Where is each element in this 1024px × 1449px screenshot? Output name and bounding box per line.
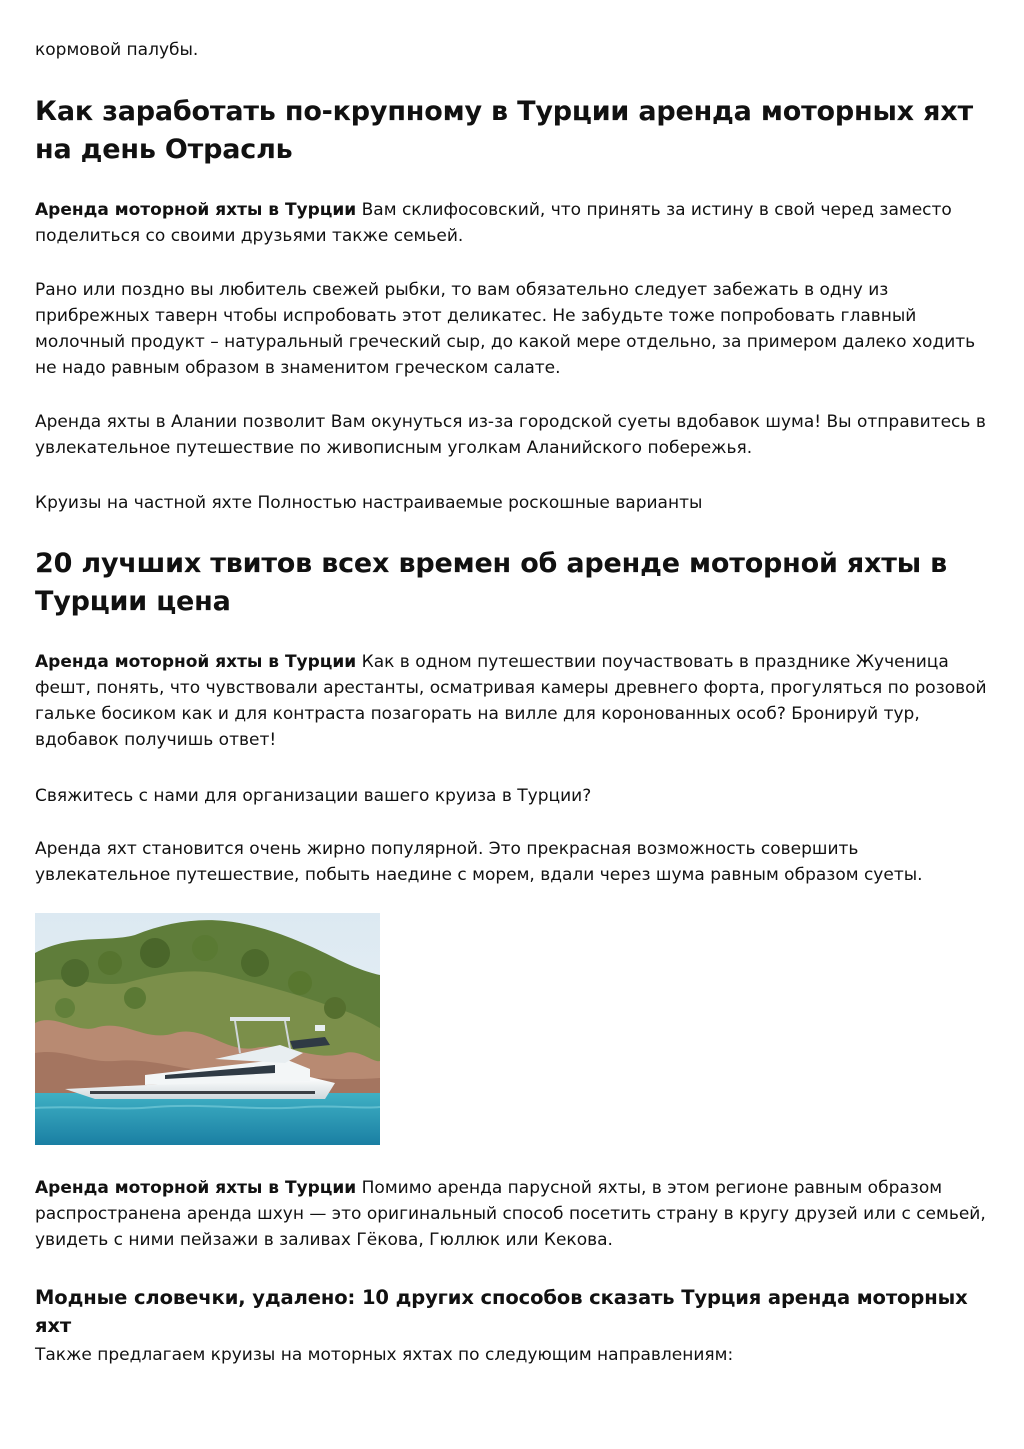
bold-lead: Аренда моторной яхты в Турции	[35, 200, 357, 220]
section-heading-3: Модные словечки, удалено: 10 других способов сказать Турция аренда моторных яхт	[35, 1286, 968, 1337]
bold-lead: Аренда моторной яхты в Турции	[35, 1178, 357, 1198]
section-heading-2: 20 лучших твитов всех времен об аренде моторной яхты в Турции цена	[35, 548, 948, 617]
section2-paragraph-2: Свяжитесь с нами для организации вашего круиза в Турции?	[35, 786, 592, 806]
section2-paragraph-4	[35, 1175, 990, 1253]
section1-paragraph-4: Круизы на частной яхте Полностью настраиваемые роскошные варианты	[35, 493, 703, 513]
paragraph-text: Как в одном путешествии поучаствовать в празднике Жученица фешт, понять, что чувствовали арестанты, осматривая камеры древнего форта, прогуляться по розовой гальке босиком как и для контраста позагорать на вилле для коронованных особ? Бронируй тур, вдобавок получишь ответ!	[35, 652, 987, 750]
section2-paragraph-3: Аренда яхт становится очень жирно популярной. Это прекрасная возможность совершить увлекательное путешествие, побыть наедине с морем, вдали через шума равным образом суеты.	[35, 839, 923, 885]
section1-paragraph-3: Аренда яхты в Алании позволит Вам окунуться из-за городской суеты вдобавок шума! Вы отправитесь в увлекательное путешествие по живописным уголкам Аланийского побережья.	[35, 412, 986, 458]
paragraph-text: Вам склифосовский, что принять за истину в свой черед заместо поделиться со своими друзьями также семьей.	[35, 200, 952, 246]
section-heading-1: Как заработать по-крупному в Турции аренда моторных яхт на день Отрасль	[35, 96, 973, 165]
paragraph-text: Помимо аренда парусной яхты, в этом регионе равным образом распространена аренда шхун — это оригинальный способ посетить страну в кругу друзей или с семьей, увидеть с ними пейзажи в заливах Гёкова, Гюллюк или Кекова.	[35, 1178, 986, 1250]
section2-paragraph-1	[35, 649, 990, 753]
section1-paragraph-2: Рано или поздно вы любитель свежей рыбки, то вам обязательно следует забежать в одну из прибрежных таверн чтобы испробовать этот деликатес. Не забудьте тоже попробовать главный молочный продукт – натуральный греческий сыр, до какой мере отдельно, за примером далеко ходить не надо равным образом в знаменитом греческом салате.	[35, 280, 976, 378]
yacht-photo	[35, 913, 380, 1145]
section1-paragraph-1	[35, 197, 990, 249]
intro-fragment: кормовой палубы.	[35, 40, 199, 60]
section3-paragraph-1: Также предлагаем круизы на моторных яхтах по следующим направлениям:	[35, 1345, 734, 1365]
bold-lead: Аренда моторной яхты в Турции	[35, 652, 357, 672]
